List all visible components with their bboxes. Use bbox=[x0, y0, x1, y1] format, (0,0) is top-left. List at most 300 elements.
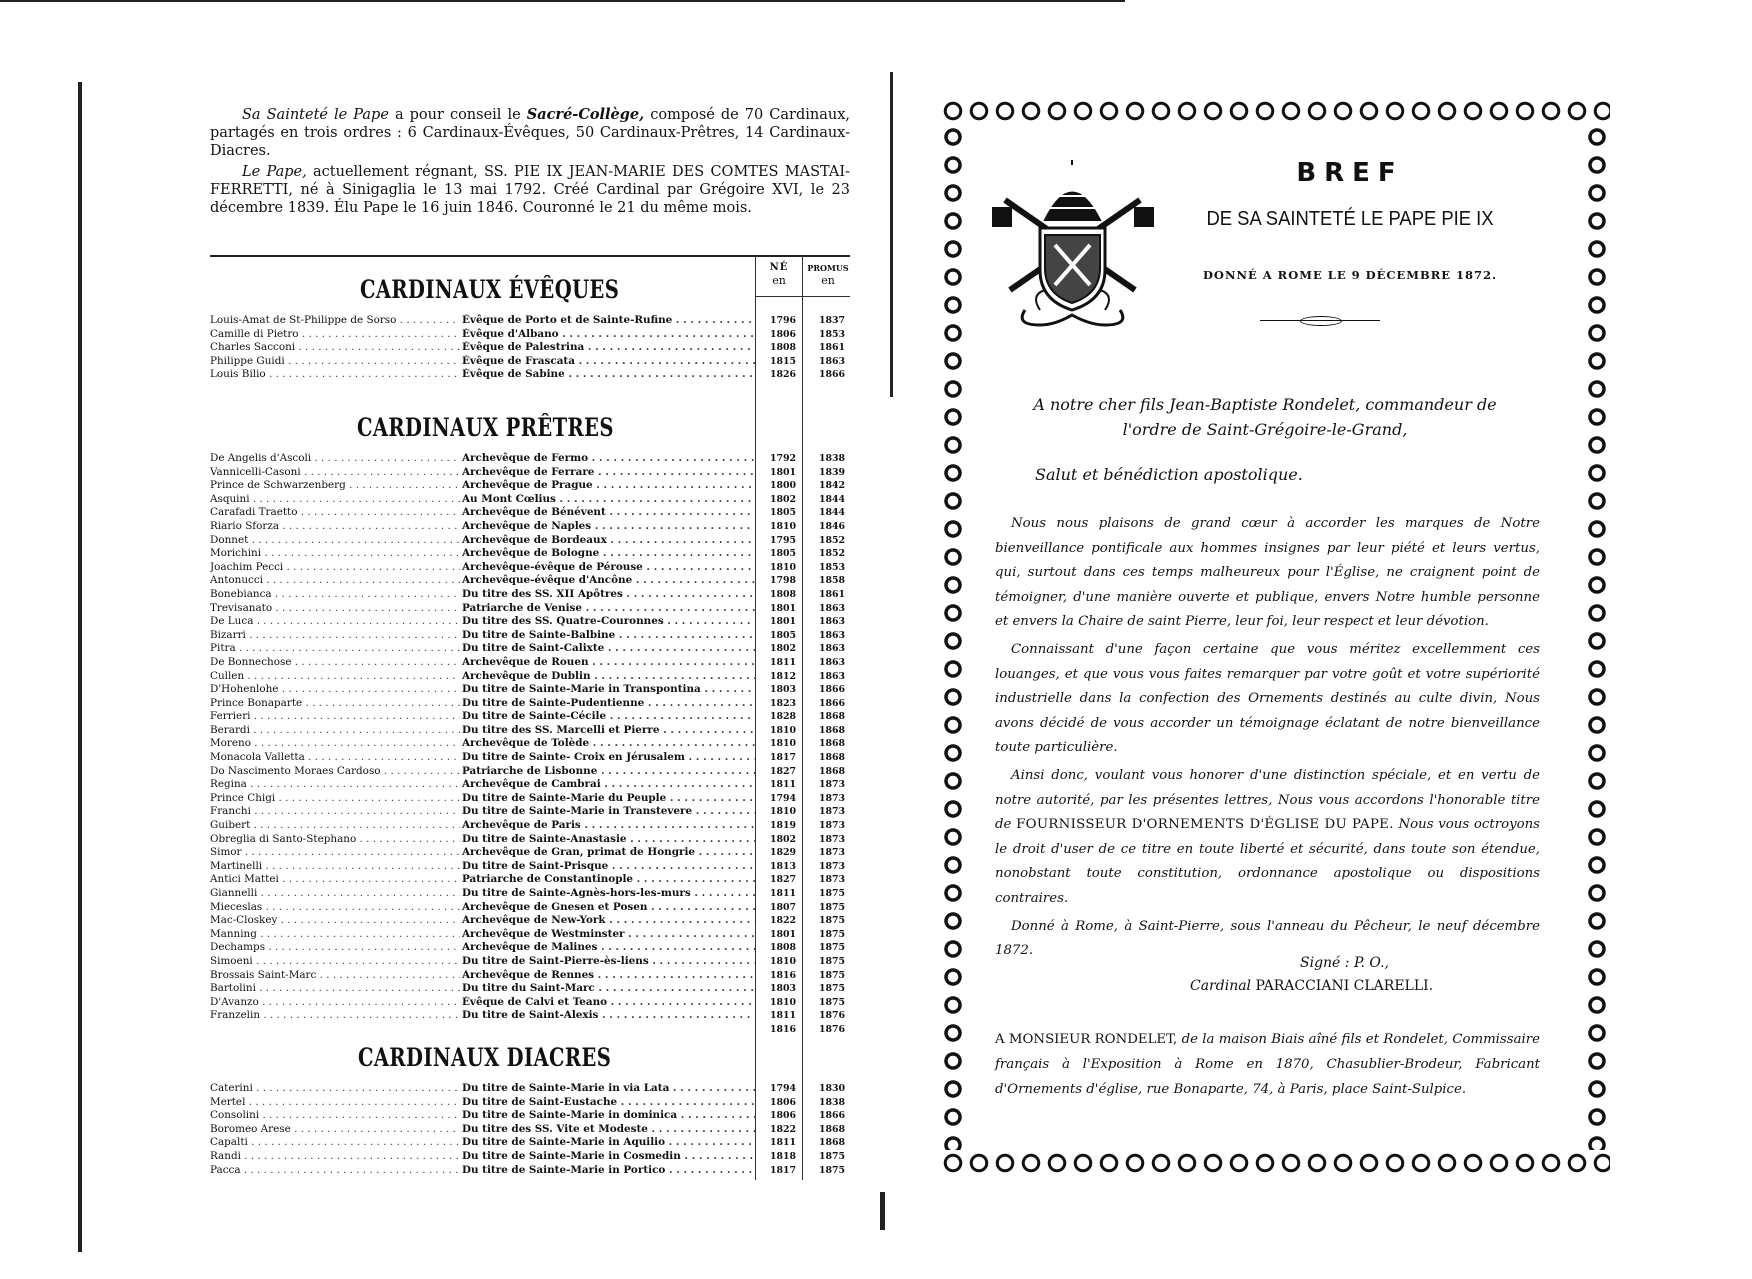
promotion-year: 1838 bbox=[818, 1096, 846, 1108]
cardinal-title: Archevêque de Bologne . . . bbox=[462, 547, 756, 561]
promotion-year: 1839 bbox=[818, 466, 846, 478]
cardinal-name: Donnet . . . bbox=[210, 534, 460, 548]
cardinal-title: Archevêque de Fermo . . . bbox=[462, 452, 756, 466]
birth-year: 1805 bbox=[769, 507, 797, 519]
table-row bbox=[210, 355, 860, 369]
table-row bbox=[210, 778, 860, 792]
ornamental-border-left bbox=[940, 124, 966, 1150]
birth-year: 1798 bbox=[769, 575, 797, 587]
cardinal-title: Patriarche de Lisbonne . . . bbox=[462, 765, 756, 779]
birth-year: 1819 bbox=[769, 820, 797, 832]
cardinal-title: Du titre de Sainte-Balbine . . . bbox=[462, 629, 756, 643]
cardinal-name: Pacca . . . bbox=[210, 1164, 460, 1178]
promotion-year: 1868 bbox=[818, 711, 846, 723]
cardinal-title: Archevêque-évêque d'Ancône . . . bbox=[462, 574, 756, 588]
cardinal-name: Bartolini . . . bbox=[210, 982, 460, 996]
cardinal-title: Évêque d'Albano . . . bbox=[462, 328, 756, 342]
birth-year: 1822 bbox=[769, 915, 797, 927]
table-top-rule bbox=[210, 255, 850, 257]
promotion-year: 1873 bbox=[818, 833, 846, 845]
section-title: CARDINAUX ÉVÊQUES bbox=[360, 275, 620, 304]
column-header-promus-top: PROMUS bbox=[807, 263, 849, 273]
birth-year: 1813 bbox=[769, 860, 797, 872]
cardinal-title: Du titre des SS. XII Apôtres . . . bbox=[462, 588, 756, 602]
table-row bbox=[210, 574, 860, 588]
cardinal-name: Mac-Closkey . . . bbox=[210, 914, 460, 928]
cardinal-title: Du titre des SS. Vite et Modeste . . . bbox=[462, 1123, 756, 1137]
birth-year: 1803 bbox=[769, 684, 797, 696]
cardinal-name: Berardi . . . bbox=[210, 724, 460, 738]
promotion-year: 1875 bbox=[818, 1164, 846, 1176]
recipient-name: A MONSIEUR RONDELET, bbox=[995, 1032, 1178, 1047]
birth-year: 1810 bbox=[769, 724, 797, 736]
birth-year: 1811 bbox=[769, 888, 797, 899]
birth-year: 1808 bbox=[769, 342, 797, 354]
promotion-year: 1868 bbox=[818, 765, 846, 777]
signature-line: Signé : P. O., bbox=[1300, 955, 1389, 971]
birth-year: 1805 bbox=[769, 548, 797, 560]
table-row bbox=[210, 819, 860, 833]
table-row bbox=[210, 602, 860, 616]
cardinal-title: Évêque de Frascata . . . bbox=[462, 355, 756, 369]
promotion-year: 1853 bbox=[818, 328, 846, 340]
promotion-year: 1863 bbox=[818, 602, 846, 614]
cardinal-title: Du titre de Sainte-Marie in dominica . . . bbox=[462, 1109, 756, 1123]
cardinal-title: Archevêque de Rennes . . . bbox=[462, 969, 756, 983]
promotion-year: 1875 bbox=[818, 996, 846, 1008]
intro-text-run: a pour conseil le bbox=[388, 107, 527, 123]
birth-year: 1810 bbox=[769, 738, 797, 750]
table-row bbox=[210, 656, 860, 670]
cardinal-title: Du titre de Sainte-Marie in Aquilio . . . bbox=[462, 1136, 756, 1150]
birth-year: 1794 bbox=[769, 792, 797, 804]
column-header-ne-bottom: en bbox=[772, 274, 786, 287]
cardinal-title: Archevêque de Bénévent . . . bbox=[462, 506, 756, 520]
cardinal-name: Cullen . . . bbox=[210, 670, 460, 684]
table-row bbox=[210, 561, 860, 575]
birth-year: 1812 bbox=[769, 670, 797, 682]
birth-year: 1806 bbox=[769, 1110, 797, 1122]
section-title: CARDINAUX PRÊTRES bbox=[357, 413, 614, 442]
table-row bbox=[210, 588, 860, 602]
birth-year: 1815 bbox=[769, 355, 797, 367]
promotion-year: 1852 bbox=[818, 548, 846, 560]
birth-year: 1810 bbox=[769, 996, 797, 1008]
table-row bbox=[210, 1109, 860, 1123]
intro-text-run: composé de 70 Cardinaux, partagés en trois ordres : 6 Cardinaux-Évêques, 50 Cardinaux-Prêtres, 14 Cardinaux-Diacres. bbox=[210, 107, 850, 159]
cardinal-name: Franchi . . . bbox=[210, 805, 460, 819]
cardinal-title: Archevêque de Malines . . . bbox=[462, 941, 756, 955]
ornamental-border-bottom bbox=[940, 1150, 1610, 1176]
salutation: Salut et bénédiction apostolique. bbox=[1035, 465, 1303, 484]
promotion-year: 1863 bbox=[818, 656, 846, 668]
table-row bbox=[210, 751, 860, 765]
recipient-details: de la maison Biais aîné fils et Rondelet, Commissaire français à l'Exposition à Rome en 1870, Chasublier-Brodeur, Fabricant d'Ornements d'église, rue Bonaparte, 74, à Paris, place Saint-Sulpice. bbox=[995, 1032, 1540, 1097]
table-row bbox=[210, 928, 860, 942]
cardinal-name: Caterini . . . bbox=[210, 1082, 460, 1096]
promotion-year: 1838 bbox=[818, 453, 846, 464]
cardinal-title: Archevêque-évêque de Pérouse . . . bbox=[462, 561, 756, 575]
birth-year: 1801 bbox=[769, 616, 797, 628]
promotion-year: 1873 bbox=[818, 847, 846, 859]
cardinal-name: Giannelli . . . bbox=[210, 887, 460, 901]
recipient-note bbox=[995, 1027, 1540, 1102]
cardinal-title: Du titre de Sainte-Cécile . . . bbox=[462, 710, 756, 724]
promotion-year: 1844 bbox=[818, 507, 846, 519]
birth-year: 1827 bbox=[769, 765, 797, 777]
table-row bbox=[210, 368, 860, 382]
promotion-year: 1853 bbox=[818, 561, 846, 573]
promotion-year: 1875 bbox=[818, 888, 846, 899]
papal-coat-of-arms-icon bbox=[985, 160, 1160, 335]
birth-year: 1803 bbox=[769, 983, 797, 995]
cardinal-title: Archevêque de Cambrai . . . bbox=[462, 778, 756, 792]
table-row bbox=[210, 860, 860, 874]
table-row bbox=[210, 982, 860, 996]
cardinal-title: Du titre des SS. Quatre-Couronnes . . . bbox=[462, 615, 756, 629]
promotion-year: 1868 bbox=[818, 1137, 846, 1149]
promotion-year: 1876 bbox=[818, 1010, 846, 1022]
cardinal-title: Évêque de Porto et de Sainte-Rufine . . . bbox=[462, 314, 756, 328]
birth-year: 1810 bbox=[769, 561, 797, 573]
cardinal-name: Camille di Pietro . . . bbox=[210, 328, 460, 342]
letter-paragraph: Nous nous plaisons de grand cœur à accorder les marques de Notre bienveillance pontificale aux hommes insignes par leur piété et leurs vertus, qui, surtout dans ces temps malheureux pour l'Église, ne craignent point de témoigner, d'une manière ouverte et publique, envers Notre humble personne et envers la Chaire de saint Pierre, leur foi, leur respect et leur dévotion. bbox=[995, 516, 1540, 630]
promotion-year: 1868 bbox=[818, 724, 846, 736]
table-row bbox=[210, 493, 860, 507]
table-row bbox=[210, 1123, 860, 1137]
table-row bbox=[210, 833, 860, 847]
cardinal-title: Du titre du Saint-Marc . . . bbox=[462, 982, 756, 996]
table-row bbox=[210, 955, 860, 969]
cardinal-title: Archevêque de Gnesen et Posen . . . bbox=[462, 901, 756, 915]
cardinal-name: Prince Bonaparte . . . bbox=[210, 697, 460, 711]
cardinal-title: Archevêque de Dublin . . . bbox=[462, 670, 756, 684]
birth-year: 1805 bbox=[769, 629, 797, 641]
cardinals-eveques-list bbox=[210, 314, 860, 382]
cardinal-name: De Bonnechose . . . bbox=[210, 656, 460, 670]
cardinal-name: Charles Sacconi . . . bbox=[210, 341, 460, 355]
table-row bbox=[210, 506, 860, 520]
cardinal-name: Moreno . . . bbox=[210, 737, 460, 751]
letter-paragraph: Donné à Rome, à Saint-Pierre, sous l'anneau du Pêcheur, le neuf décembre 1872. bbox=[995, 918, 1540, 959]
promotion-year: 1873 bbox=[818, 792, 846, 804]
cardinal-title: Évêque de Calvi et Teano . . . bbox=[462, 996, 756, 1010]
cardinal-title: Du titre de Saint-Pierre-ès-liens . . . bbox=[462, 955, 756, 969]
birth-year: 1808 bbox=[769, 942, 797, 954]
table-row bbox=[210, 996, 860, 1010]
cardinal-title: Patriarche de Constantinople . . . bbox=[462, 873, 756, 887]
promotion-year: 1866 bbox=[818, 697, 846, 709]
birth-year: 1811 bbox=[769, 1137, 797, 1149]
promotion-year: 1844 bbox=[818, 493, 846, 505]
table-row bbox=[210, 642, 860, 656]
cardinal-title: Du titre de Sainte-Marie du Peuple . . . bbox=[462, 792, 756, 806]
document-subtitle: DE SA SAINTETÉ LE PAPE PIE IX bbox=[1206, 208, 1494, 230]
promotion-year: 1863 bbox=[818, 355, 846, 367]
birth-year: 1811 bbox=[769, 779, 797, 791]
intro-text bbox=[210, 106, 850, 220]
cardinals-diacres-list bbox=[210, 1082, 860, 1177]
cardinal-name: D'Avanzo . . . bbox=[210, 996, 460, 1010]
cardinal-name: Do Nascimento Moraes Cardoso . . . bbox=[210, 765, 460, 779]
cardinal-name: Monacola Valletta . . . bbox=[210, 751, 460, 765]
promotion-year: 1873 bbox=[818, 860, 846, 872]
promotion-year: 1852 bbox=[818, 534, 846, 546]
table-row bbox=[210, 887, 860, 901]
table-row bbox=[210, 737, 860, 751]
cardinal-title: Du titre de Saint-Calixte . . . bbox=[462, 642, 756, 656]
cardinal-name: De Angelis d'Ascoli . . . bbox=[210, 452, 460, 466]
table-row bbox=[210, 670, 860, 684]
table-row bbox=[210, 615, 860, 629]
table-row bbox=[210, 1136, 860, 1150]
birth-year: 1794 bbox=[769, 1083, 797, 1094]
promotion-year: 1875 bbox=[818, 983, 846, 995]
birth-year: 1810 bbox=[769, 955, 797, 967]
birth-year: 1811 bbox=[769, 1010, 797, 1022]
birth-year: 1810 bbox=[769, 520, 797, 532]
promotion-year: 1873 bbox=[818, 779, 846, 791]
cardinal-title: Patriarche de Venise . . . bbox=[462, 602, 756, 616]
table-row bbox=[210, 547, 860, 561]
birth-year: 1818 bbox=[769, 1150, 797, 1162]
birth-year: 1796 bbox=[769, 315, 797, 326]
birth-year: 1806 bbox=[769, 328, 797, 340]
cardinal-title: Du titre de Sainte- Croix en Jérusalem . . . bbox=[462, 751, 756, 765]
birth-year: 1807 bbox=[769, 901, 797, 913]
birth-year: 1802 bbox=[769, 493, 797, 505]
cardinal-title: Du titre de Saint-Prisque . . . bbox=[462, 860, 756, 874]
cardinal-title: Du titre de Sainte-Marie in via Lata . . . bbox=[462, 1082, 756, 1096]
birth-year: 1811 bbox=[769, 656, 797, 668]
ornamental-border-right bbox=[1584, 124, 1610, 1150]
table-row bbox=[210, 1082, 860, 1096]
document-title: BREF bbox=[1296, 158, 1404, 188]
section-title: CARDINAUX DIACRES bbox=[358, 1043, 612, 1072]
birth-year: 1816 bbox=[769, 969, 797, 981]
cardinal-name: De Luca . . . bbox=[210, 615, 460, 629]
table-row bbox=[210, 914, 860, 928]
cardinal-title: Du titre des SS. Marcelli et Pierre . . . bbox=[462, 724, 756, 738]
birth-year: 1826 bbox=[769, 369, 797, 381]
letter-body bbox=[995, 512, 1540, 967]
cardinal-name: Simor . . . bbox=[210, 846, 460, 860]
table-row bbox=[210, 901, 860, 915]
table-row bbox=[210, 765, 860, 779]
column-header-promus-bottom: en bbox=[821, 274, 835, 287]
cardinal-name: Trevisanato . . . bbox=[210, 602, 460, 616]
promotion-year: 1866 bbox=[818, 684, 846, 696]
letter-text-run: Nous vous octroyons le droit d'user de ce titre en toute liberté et sécurité, dans toute son étendue, nonobstant toute constitution, ordonnance apostolique ou dispositions contraires. bbox=[995, 817, 1540, 906]
cardinal-title: Archevêque de Rouen . . . bbox=[462, 656, 756, 670]
table-row bbox=[210, 697, 860, 711]
cardinal-name: Riario Sforza . . . bbox=[210, 520, 460, 534]
cardinal-name: Bonebianca . . . bbox=[210, 588, 460, 602]
promotion-year: 1876 bbox=[818, 1023, 846, 1035]
letter-paragraph: Connaissant d'une façon certaine que vous méritez excellemment ces louanges, et que vous vous faites remarquer par votre goût et votre supériorité industrielle dans la confection des Ornements destinés au culte divin, Nous avons décidé de vous accorder un témoignage éclatant de notre bienveillance toute particulière. bbox=[995, 641, 1540, 756]
promotion-year: 1873 bbox=[818, 820, 846, 832]
letter-paragraph bbox=[995, 764, 1540, 912]
cardinal-title: Archevêque de Bordeaux . . . bbox=[462, 534, 756, 548]
signatory bbox=[1190, 978, 1550, 994]
table-row bbox=[210, 1150, 860, 1164]
addressee bbox=[985, 392, 1545, 442]
page-edge-mark bbox=[880, 1192, 885, 1230]
cardinal-title: Au Mont Cœlius . . . bbox=[462, 493, 756, 507]
cardinal-title: Archevêque de Westminster . . . bbox=[462, 928, 756, 942]
table-row bbox=[210, 1023, 860, 1037]
cardinal-title: Du titre de Sainte-Marie in Transtevere . . . bbox=[462, 805, 756, 819]
table-row bbox=[210, 314, 860, 328]
birth-year: 1822 bbox=[769, 1123, 797, 1135]
cardinal-name: Vannicelli-Casoni . . . bbox=[210, 466, 460, 480]
cardinal-title: Archevêque de Tolède . . . bbox=[462, 737, 756, 751]
birth-year: 1817 bbox=[769, 752, 797, 764]
table-row bbox=[210, 683, 860, 697]
promotion-year: 1866 bbox=[818, 369, 846, 381]
cardinal-name: Joachim Pecci . . . bbox=[210, 561, 460, 575]
cardinal-title: Archevêque de Gran, primat de Hongrie . . . bbox=[462, 846, 756, 860]
cardinal-name: Brossais Saint-Marc . . . bbox=[210, 969, 460, 983]
cardinal-name: Mertel . . . bbox=[210, 1096, 460, 1110]
birth-year: 1800 bbox=[769, 480, 797, 492]
cardinal-title: Du titre de Saint-Alexis . . . bbox=[462, 1009, 756, 1023]
table-row bbox=[210, 328, 860, 342]
cardinal-name: Antici Mattei . . . bbox=[210, 873, 460, 887]
table-row bbox=[210, 792, 860, 806]
promotion-year: 1873 bbox=[818, 874, 846, 886]
intro-italic: Sa Sainteté le Pape bbox=[242, 107, 389, 123]
promotion-year: 1875 bbox=[818, 969, 846, 981]
cardinal-name: Boromeo Arese . . . bbox=[210, 1123, 460, 1137]
table-row bbox=[210, 341, 860, 355]
left-page-edge bbox=[78, 82, 82, 1252]
promotion-year: 1837 bbox=[818, 315, 846, 326]
cardinal-title: Du titre de Saint-Eustache . . . bbox=[462, 1096, 756, 1110]
promotion-year: 1863 bbox=[818, 670, 846, 682]
cardinal-title: Archevêque de New-York . . . bbox=[462, 914, 756, 928]
birth-year: 1806 bbox=[769, 1096, 797, 1108]
promotion-year: 1861 bbox=[818, 588, 846, 600]
cardinal-name: Carafadi Traetto . . . bbox=[210, 506, 460, 520]
addressee-line-1: A notre cher fils Jean-Baptiste Rondelet, commandeur de bbox=[1033, 395, 1497, 414]
right-page-edge bbox=[890, 72, 893, 397]
intro-italic: Sacré-Collège, bbox=[526, 106, 645, 123]
cardinal-name: Pitra . . . bbox=[210, 642, 460, 656]
intro-paragraph-1 bbox=[210, 106, 850, 160]
cardinal-name: Prince Chigi . . . bbox=[210, 792, 460, 806]
cardinal-title: Évêque de Palestrina . . . bbox=[462, 341, 756, 355]
cardinal-name: Asquini . . . bbox=[210, 493, 460, 507]
table-row bbox=[210, 805, 860, 819]
top-border-line bbox=[0, 0, 1125, 2]
cardinal-name: Ferrieri . . . bbox=[210, 710, 460, 724]
table-row bbox=[210, 1164, 860, 1178]
promotion-year: 1875 bbox=[818, 1150, 846, 1162]
birth-year: 1810 bbox=[769, 806, 797, 818]
promotion-year: 1875 bbox=[818, 901, 846, 913]
promotion-year: 1875 bbox=[818, 942, 846, 954]
signatory-name: PARACCIANI CLARELLI. bbox=[1255, 978, 1434, 994]
cardinal-title: Évêque de Sabine . . . bbox=[462, 368, 756, 382]
cardinal-title: Archevêque de Prague . . . bbox=[462, 479, 756, 493]
title-granted: FOURNISSEUR D'ORNEMENTS D'ÉGLISE DU PAPE. bbox=[1016, 817, 1394, 833]
intro-paragraph-2 bbox=[210, 163, 850, 217]
table-row bbox=[210, 710, 860, 724]
cardinal-name: Louis-Amat de St-Philippe de Sorso . . . bbox=[210, 314, 460, 328]
column-header-promus bbox=[805, 262, 851, 287]
cardinal-title: Du titre de Sainte-Marie in Portico . . . bbox=[462, 1164, 756, 1178]
birth-year: 1816 bbox=[769, 1023, 797, 1035]
column-header-ne-top: NÉ bbox=[769, 262, 789, 273]
cardinal-name: Martinelli . . . bbox=[210, 860, 460, 874]
cardinal-title: Du titre de Sainte-Pudentienne . . . bbox=[462, 697, 756, 711]
promotion-year: 1830 bbox=[818, 1083, 846, 1094]
cardinal-name: Simoeni . . . bbox=[210, 955, 460, 969]
promotion-year: 1873 bbox=[818, 806, 846, 818]
promotion-year: 1866 bbox=[818, 1110, 846, 1122]
promotion-year: 1842 bbox=[818, 480, 846, 492]
cardinal-name: Randi . . . bbox=[210, 1150, 460, 1164]
promotion-year: 1846 bbox=[818, 520, 846, 532]
table-row bbox=[210, 520, 860, 534]
cardinal-name: Mieceslas . . . bbox=[210, 901, 460, 915]
promotion-year: 1875 bbox=[818, 955, 846, 967]
table-row bbox=[210, 1096, 860, 1110]
cardinal-name: Consolini . . . bbox=[210, 1109, 460, 1123]
intro-italic: Le Pape, bbox=[242, 164, 307, 180]
birth-year: 1801 bbox=[769, 928, 797, 940]
cardinal-name: Philippe Guidi . . . bbox=[210, 355, 460, 369]
birth-year: 1802 bbox=[769, 833, 797, 845]
table-row bbox=[210, 941, 860, 955]
document-date: DONNÉ A ROME LE 9 DÉCEMBRE 1872. bbox=[1202, 268, 1498, 282]
column-header-ne bbox=[757, 262, 801, 287]
cardinal-name: Manning . . . bbox=[210, 928, 460, 942]
table-row bbox=[210, 969, 860, 983]
cardinal-name: Dechamps . . . bbox=[210, 941, 460, 955]
cardinal-name: Obreglia di Santo-Stephano . . . bbox=[210, 833, 460, 847]
promotion-year: 1863 bbox=[818, 643, 846, 655]
intro-text-run: actuellement régnant, SS. PIE IX JEAN-MARIE DES COMTES MASTAI-FERRETTI, né à Sinigaglia le 13 mai 1792. Créé Cardinal par Grégoire XVI, le 23 décembre 1839. Élu Pape le 16 juin 1846. Couronné le 21 du même mois. bbox=[210, 164, 850, 216]
cardinal-title: Archevêque de Paris . . . bbox=[462, 819, 756, 833]
cardinal-title: Archevêque de Naples . . . bbox=[462, 520, 756, 534]
cardinal-name: Bizarri . . . bbox=[210, 629, 460, 643]
birth-year: 1795 bbox=[769, 534, 797, 546]
birth-year: 1802 bbox=[769, 643, 797, 655]
table-row bbox=[210, 479, 860, 493]
table-row bbox=[210, 466, 860, 480]
cardinal-name: Antonucci . . . bbox=[210, 574, 460, 588]
promotion-year: 1868 bbox=[818, 1123, 846, 1135]
cardinal-name: Franzelin . . . bbox=[210, 1009, 460, 1023]
addressee-line-2: l'ordre de Saint-Grégoire-le-Grand, bbox=[1122, 420, 1408, 439]
cardinal-title: Archevêque de Ferrare . . . bbox=[462, 466, 756, 480]
cardinal-title: Du titre de Sainte-Marie in Transpontina . . . bbox=[462, 683, 756, 697]
birth-year: 1808 bbox=[769, 588, 797, 600]
birth-year: 1801 bbox=[769, 466, 797, 478]
cardinals-pretres-list bbox=[210, 452, 860, 1037]
cardinal-name: Guibert . . . bbox=[210, 819, 460, 833]
birth-year: 1823 bbox=[769, 697, 797, 709]
table-row bbox=[210, 629, 860, 643]
promotion-year: 1861 bbox=[818, 342, 846, 354]
cardinal-title: Du titre de Sainte-Anastasie . . . bbox=[462, 833, 756, 847]
birth-year: 1801 bbox=[769, 602, 797, 614]
promotion-year: 1875 bbox=[818, 928, 846, 940]
promotion-year: 1875 bbox=[818, 915, 846, 927]
letter-text-run: Ainsi donc, voulant vous honorer d'une distinction spéciale, et en vertu de notre autorité, par les présentes lettres, Nous vous accordons l'honorable titre de bbox=[995, 767, 1540, 833]
